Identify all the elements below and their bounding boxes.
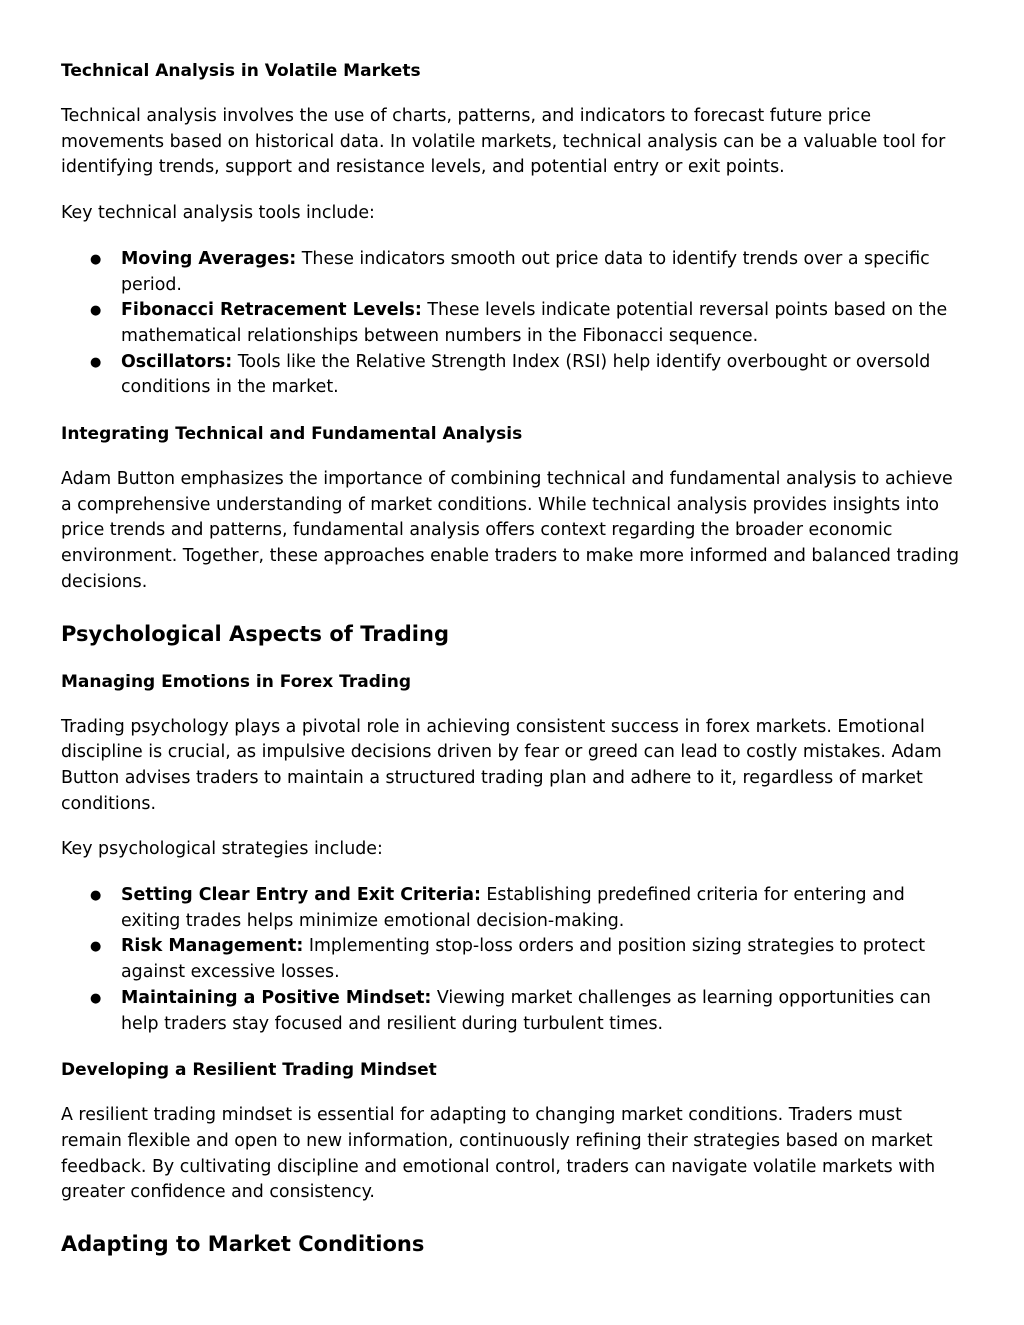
list-item-text: Tools like the Relative Strength Index (RSI) help identify overbought or oversold conditions in the market. (121, 351, 931, 398)
list-item-term: Maintaining a Positive Mindset: (121, 987, 432, 1008)
list-item-text: Establishing predefined criteria for entering and exiting trades helps minimize emotional decision-making. (121, 885, 905, 931)
list-item-term: Risk Management: (121, 936, 304, 957)
list-item-text: Viewing market challenges as learning opportunities can help traders stay focused and resilient during turbulent times. (121, 987, 931, 1034)
list-item-text: Implementing stop-loss orders and position sizing strategies to protect against excessive losses. (121, 936, 926, 983)
list-item-text: These indicators smooth out price data to identify trends over a specific period. (121, 248, 930, 295)
bullet-icon: ● (90, 303, 102, 319)
section-heading-managing-emotions: Managing Emotions in Forex Trading (61, 671, 412, 692)
section-heading-technical-analysis: Technical Analysis in Volatile Markets (61, 61, 421, 81)
paragraph-integrating: Adam Button emphasizes the importance of combining technical and fundamental analysis to achieve a comprehensive understanding of market conditions. While technical analysis provides insights into price trends and patterns, fundamental analysis offers context regarding the broader economic environment. Together, these approaches enable traders to make more informed and balanced trading decisions. (61, 469, 960, 592)
bullet-icon: ● (90, 939, 102, 955)
tools-list (61, 247, 961, 401)
strategies-list (61, 883, 961, 1037)
list-item-term: Fibonacci Retracement Levels: (121, 300, 422, 321)
list-item (90, 298, 961, 349)
document-body (61, 58, 961, 1259)
list-item (90, 247, 961, 298)
list-item-term: Moving Averages: (121, 248, 297, 269)
list-item-term: Setting Clear Entry and Exit Criteria: (121, 885, 481, 906)
bullet-icon: ● (90, 888, 102, 904)
paragraph-managing-emotions: Trading psychology plays a pivotal role in achieving consistent success in forex markets. Emotional discipline is crucial, as impulsive decisions driven by fear or greed can lead to costly mistakes. Adam Button advises traders to maintain a structured trading plan and adhere to it, regardless of market conditions. (61, 716, 942, 814)
paragraph-tools-intro: Key technical analysis tools include: (61, 203, 375, 224)
bullet-icon: ● (90, 990, 102, 1006)
section-heading-resilient-mindset: Developing a Resilient Trading Mindset (61, 1060, 437, 1081)
list-item (90, 934, 961, 985)
paragraph-strategies-intro: Key psychological strategies include: (61, 839, 383, 860)
list-item (90, 986, 961, 1037)
list-item (90, 883, 961, 934)
list-item (90, 350, 961, 401)
paragraph-technical-analysis: Technical analysis involves the use of charts, patterns, and indicators to forecast future price movements based on historical data. In volatile markets, technical analysis can be a valuable tool for identifying trends, support and resistance levels, and potential entry or exit points. (61, 106, 946, 178)
list-item-term: Oscillators: (121, 351, 233, 372)
bullet-icon: ● (90, 251, 102, 267)
section-heading-psychological-aspects: Psychological Aspects of Trading (61, 621, 449, 646)
section-heading-adapting: Adapting to Market Conditions (61, 1232, 425, 1257)
bullet-icon: ● (90, 354, 102, 370)
section-heading-integrating: Integrating Technical and Fundamental Analysis (61, 424, 523, 445)
list-item-text: These levels indicate potential reversal points based on the mathematical relationships between numbers in the Fibonacci sequence. (121, 300, 948, 346)
paragraph-resilient-mindset: A resilient trading mindset is essential for adapting to changing market conditions. Traders must remain flexible and open to new information, continuously refining their strategies based on market feedback. By cultivating discipline and emotional control, traders can navigate volatile markets with greater confidence and consistency. (61, 1105, 936, 1203)
